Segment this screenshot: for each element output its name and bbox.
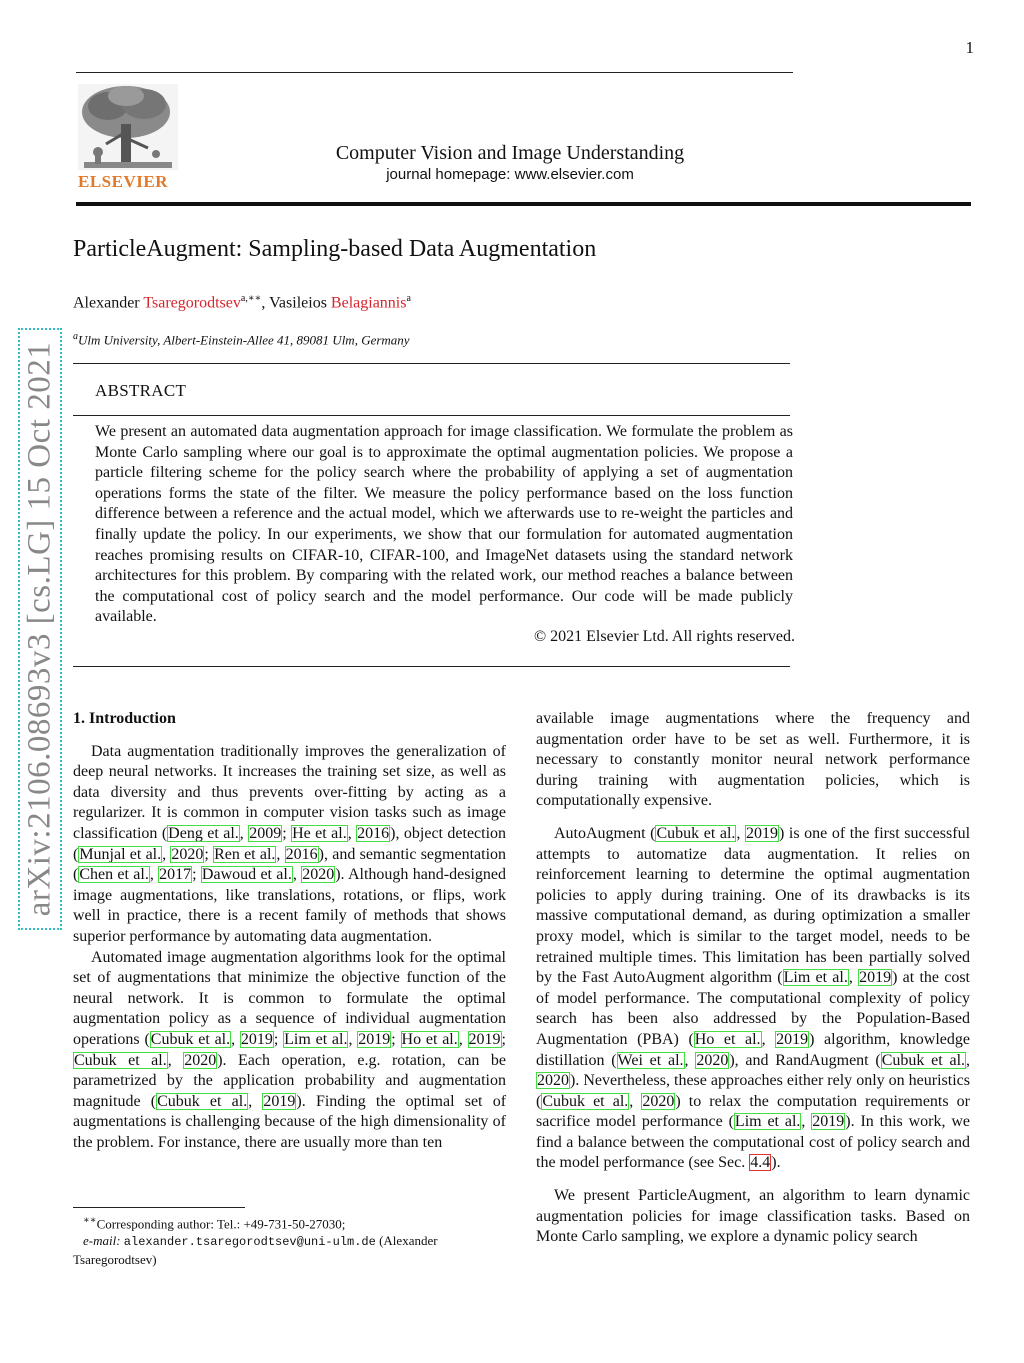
citation-link[interactable]: 2017 — [159, 866, 192, 884]
email-address[interactable]: alexander.tsaregorodtsev@uni-ulm.de — [123, 1235, 376, 1250]
header-top-rule — [76, 72, 793, 73]
intro-paragraph-1: Data augmentation traditionally improves the generalization of deep neural networks. It increases the training set size, as well as data diversity and thus prevents over-fitting by acting as a regularizer. It is common in computer vision tasks such as image classification (Deng et al., 2009; He et al., 2016), object detection (Munjal et al., 2020; Ren et al., 2016), and semantic segmentation (Chen et al., 2017; Dawoud et al., 2020). Although hand-designed image augmentations, like translations, rotations, or flips, work well in practice, there is a recent family of methods that shows superior performance by automating data augmentation. — [73, 742, 507, 945]
left-column — [73, 709, 506, 1153]
intro-paragraph-2: Automated image augmentation algorithms look for the optimal set of augmentations that minimize the objective function of the neural network. It is common to formulate the optimal augmentation policy as a sequence of individual augmentation operations (Cubuk et al., 2019; Lim et al., 2019; Ho et al., 2019; Cubuk et al., 2020). Each operation, e.g. rotation, can be parametrized by the application probability and augmentation magnitude (Cubuk et al., 2019). Finding the optimal set of augmentations is challenging because of the high dimensionality of the problem. For instance, there are usually more than ten — [73, 948, 507, 1151]
author1-first: Alexander — [73, 294, 140, 312]
affiliation-text: Ulm University, Albert-Einstein-Allee 41, 89081 Ulm, Germany — [78, 332, 410, 348]
citation-link[interactable]: Chen et al. — [79, 866, 149, 884]
citation-link[interactable]: 2019 — [240, 1030, 273, 1048]
right-column — [536, 709, 970, 1248]
citation-link[interactable]: Lim et al. — [284, 1030, 348, 1048]
citation-link[interactable]: 2019 — [812, 1113, 845, 1131]
citation-link[interactable]: 2020 — [642, 1092, 675, 1110]
footnote-line1: Corresponding author: Tel.: +49-731-50-27030; — [96, 1216, 346, 1232]
citation-link[interactable]: Dawoud et al. — [201, 866, 292, 884]
email-suffix: (Alexander Tsaregorodtsev) — [73, 1233, 438, 1268]
journal-title: Computer Vision and Image Understanding — [335, 142, 685, 164]
paper-title: ParticleAugment: Sampling-based Data Augmentation — [73, 236, 597, 262]
publisher-name: ELSEVIER — [78, 172, 168, 191]
citation-link[interactable]: Cubuk et al. — [881, 1051, 966, 1069]
author1-sup: a,∗∗ — [240, 293, 262, 304]
citation-link[interactable]: 2020 — [696, 1051, 729, 1069]
elsevier-logo — [76, 82, 180, 194]
author2-last[interactable]: Belagiannis — [330, 294, 407, 312]
citation-link[interactable]: 2019 — [468, 1030, 501, 1048]
citation-link[interactable]: Munjal et al. — [79, 845, 162, 863]
affiliation — [73, 331, 410, 348]
citation-link[interactable]: 2009 — [249, 824, 282, 842]
intro-paragraph-4: AutoAugment (Cubuk et al., 2019) is one of the first successful attempts to automatize data augmentation. It relies on reinforcement learning to determine the optimal augmentation policies to apply during training. One of its drawbacks is its massive computational demand, as during optimization a smaller proxy model, which is similar to the target model, needs to be retrained multiple times. This limitation has been partially solved by the Fast AutoAugment algorithm (Lim et al., 2019) at the cost of model performance. The computational complexity of policy search has been also addressed by the Population-Based Augmentation (PBA) (Ho et al., 2019) algorithm, knowledge distillation (Wei et al., 2020), and RandAugment (Cubuk et al., 2020). Nevertheless, these approaches either rely only on heuristics (Cubuk et al., 2020) to relax the computation requirements or sacrifice model performance (Lim et al., 2019). In this work, we find a balance between the computational cost of policy search and the model performance (see Sec. 4.4). — [536, 824, 971, 1172]
citation-link[interactable]: 2020 — [171, 845, 204, 863]
abstract-mid-rule — [73, 415, 790, 416]
journal-header — [300, 140, 720, 184]
abstract-heading: ABSTRACT — [95, 381, 187, 400]
footnote — [73, 1212, 493, 1268]
citation-link[interactable]: 2016 — [357, 824, 390, 842]
header-thick-rule — [76, 202, 971, 206]
section-heading-introduction: 1. Introduction — [73, 710, 176, 727]
abstract-text: We present an automated data augmentation approach for image classification. We formulate the problem as Monte Carlo sampling where our goal is to approximate the optimal augmentation policies. We propose a particle filtering scheme for the policy search where the probability of applying a set of augmentation operations forms the state of the filter. We measure the policy performance based on the loss function difference between a reference and the actual model, which we afterwards use to re-weight the particles and finally update the policy. In our experiments, we show that our formulation for automated augmentation reaches promising results on CIFAR-10, CIFAR-100, and ImageNet datasets using the standard network architectures for this problem. By comparing with the related work, our method reaches a balance between the computational cost of policy search and the model performance. Our code will be made publicly available. — [95, 423, 793, 626]
affil-mark: a — [73, 331, 78, 342]
citation-link[interactable]: He et al. — [292, 824, 347, 842]
citation-link[interactable]: Ho et al. — [694, 1030, 761, 1048]
citation-link[interactable]: Lim et al. — [783, 969, 848, 987]
citation-link[interactable]: 2019 — [263, 1092, 296, 1110]
email-label: e-mail: — [83, 1233, 121, 1249]
citation-link[interactable]: Cubuk et al. — [542, 1092, 629, 1110]
citation-link[interactable]: 2019 — [859, 969, 892, 987]
footnote-mark: ∗∗ — [83, 1215, 97, 1226]
citation-link[interactable]: 2019 — [358, 1030, 391, 1048]
section-ref-link[interactable]: 4.4 — [750, 1154, 771, 1172]
copyright-notice: © 2021 Elsevier Ltd. All rights reserved. — [534, 628, 795, 645]
citation-link[interactable]: Ren et al. — [214, 845, 276, 863]
citation-link[interactable]: Lim et al. — [734, 1113, 801, 1131]
abstract-bottom-rule — [73, 666, 790, 667]
citation-link[interactable]: 2020 — [537, 1072, 569, 1090]
citation-link[interactable]: 2019 — [776, 1030, 809, 1048]
intro-paragraph-5: We present ParticleAugment, an algorithm to learn dynamic augmentation policies for image classification tasks. Based on Monte Carlo sampling, we explore a dynamic policy search — [536, 1187, 970, 1246]
citation-link[interactable]: Wei et al. — [617, 1051, 684, 1069]
author-list: Alexander Tsaregorodtsev$^{a,∗∗}$, Vasileios Belagiannis$^a$ — [73, 293, 411, 312]
citation-link[interactable]: Cubuk et al. — [656, 824, 736, 842]
journal-homepage[interactable]: journal homepage: www.elsevier.com — [386, 166, 634, 183]
author2-sup: a — [406, 293, 411, 304]
citation-link[interactable]: 2019 — [746, 824, 778, 842]
abstract-top-rule — [73, 363, 790, 364]
arxiv-stamp[interactable] — [18, 328, 62, 930]
citation-link[interactable]: Cubuk et al. — [74, 1051, 167, 1069]
citation-link[interactable]: Cubuk et al. — [157, 1092, 248, 1110]
author1-last[interactable]: Tsaregorodtsev — [143, 294, 241, 312]
citation-link[interactable]: Ho et al. — [401, 1030, 458, 1048]
citation-link[interactable]: 2020 — [302, 866, 335, 884]
citation-link[interactable]: Cubuk et al. — [150, 1030, 231, 1048]
citation-link[interactable]: 2020 — [184, 1051, 217, 1069]
page-number: 1 — [965, 38, 974, 57]
arxiv-id: arXiv:2106.08693v3 [cs.LG] 15 Oct 2021 — [21, 341, 58, 917]
author2-first: Vasileios — [269, 294, 327, 312]
citation-link[interactable]: Deng et al. — [168, 824, 239, 842]
intro-paragraph-3: available image augmentations where the frequency and augmentation order have to be set as well. Furthermore, it is necessary to constantly monitor neural network performance during training with augmentation policies, which is computationally expensive. — [536, 710, 970, 810]
footnote-rule — [73, 1207, 245, 1208]
citation-link[interactable]: 2016 — [285, 845, 318, 863]
